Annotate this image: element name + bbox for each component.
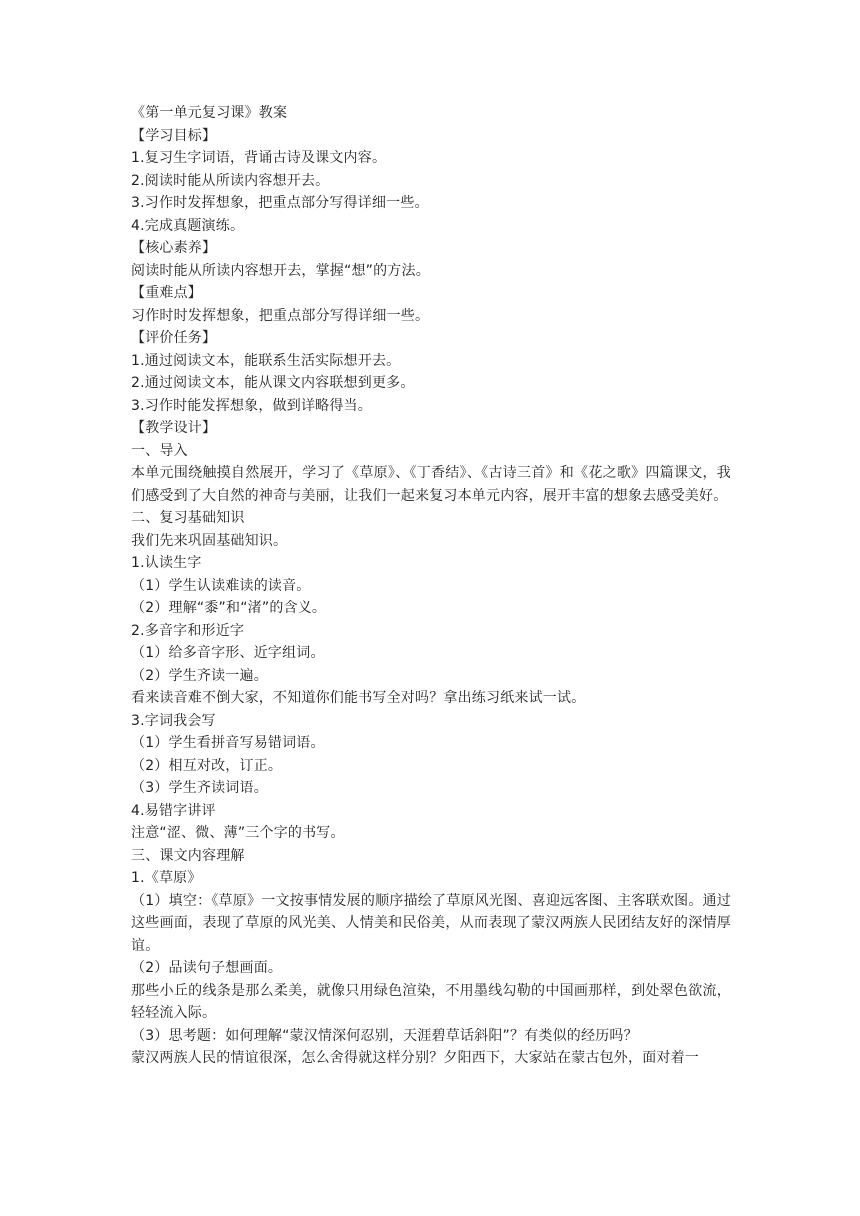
- section-heading-learning-goals: 【学习目标】: [131, 127, 217, 144]
- section-heading-teaching-design: 【教学设计】: [131, 420, 217, 436]
- assessment-item: 2.通过阅读文本，能从课文内容联想到更多。: [131, 375, 415, 391]
- answer-paragraph: 蒙汉两族人民的情谊很深，怎么舍得就这样分别？夕阳西下，大家站在蒙古包外，面对着一: [131, 1050, 699, 1066]
- step-heading: 4.易错字讲评: [131, 802, 216, 819]
- body-text: 注意“涩、微、薄”三个字的书写。: [131, 825, 345, 841]
- goal-item: 4.完成真题演练。: [131, 217, 245, 234]
- step-heading: 1.认读生字: [131, 555, 202, 571]
- step-heading: 1.《草原》: [131, 870, 202, 886]
- step-item: （2）学生齐读一遍。: [131, 667, 268, 684]
- body-text: 我们先来巩固基础知识。: [131, 532, 288, 549]
- section-heading-assessment: 【评价任务】: [131, 330, 217, 346]
- core-literacy-text: 阅读时能从所读内容想开去，掌握“想”的方法。: [131, 262, 430, 279]
- quoted-passage: 那些小丘的线条是那么柔美，就像只用绿色渲染，不用墨线勾勒的中国画那样，到处翠色欲流，轻轻流入际。: [131, 982, 731, 1021]
- step-item: （1）学生认读难读的读音。: [131, 577, 311, 594]
- step-item: （1）学生看拼音写易错词语。: [131, 735, 325, 751]
- goal-item: 3.习作时发挥想象，把重点部分写得详细一些。: [131, 195, 429, 211]
- section-heading-core-literacy: 【核心素养】: [131, 240, 217, 256]
- step-item: （2）相互对改，订正。: [131, 757, 283, 774]
- subheading-review-basics: 二、复习基础知识: [131, 510, 245, 526]
- step-item: （2）品读句子想画面。: [131, 960, 283, 976]
- step-item: （3）学生齐读词语。: [131, 780, 268, 796]
- step-item: （2）理解“黍”和“渚”的含义。: [131, 600, 327, 616]
- subheading-introduction: 一、导入: [131, 442, 188, 459]
- assessment-item: 3.习作时能发挥想象，做到详略得当。: [131, 397, 372, 414]
- fill-in-paragraph: （1）填空：《草原》一文按事情发展的顺序描绘了草原风光图、喜迎远客图、主客联欢图。通过这些画面，表现了草原的风光美、人情美和民俗美，从而表现了蒙汉两族人民团结友好的深情厚谊。: [131, 892, 731, 954]
- assessment-item: 1.通过阅读文本，能联系生活实际想开去。: [131, 352, 401, 369]
- lesson-plan-document: [131, 102, 731, 1070]
- body-text: 看来读音难不倒大家，不知道你们能书写全对吗？拿出练习纸来试一试。: [131, 690, 586, 706]
- goal-item: 1.复习生字词语，背诵古诗及课文内容。: [131, 150, 387, 166]
- step-item: （3）思考题：如何理解“蒙汉情深何忍别，天涯碧草话斜阳”？有类似的经历吗？: [131, 1027, 638, 1044]
- step-heading: 3.字词我会写: [131, 712, 216, 729]
- key-points-text: 习作时时发挥想象，把重点部分写得详细一些。: [131, 307, 430, 324]
- section-heading-key-points: 【重难点】: [131, 285, 202, 301]
- introduction-paragraph: 本单元围绕触摸自然展开，学习了《草原》、《丁香结》、《古诗三首》和《花之歌》四篇课文，我们感受到了大自然的神奇与美丽，让我们一起来复习本单元内容，展开丰富的想象去感受美好。: [131, 465, 731, 504]
- document-title: 《第一单元复习课》教案: [131, 105, 288, 121]
- step-item: （1）给多音字形、近字组词。: [131, 645, 325, 661]
- goal-item: 2.阅读时能从所读内容想开去。: [131, 172, 330, 189]
- step-heading: 2.多音字和形近字: [131, 622, 245, 639]
- subheading-text-comprehension: 三、课文内容理解: [131, 847, 245, 864]
